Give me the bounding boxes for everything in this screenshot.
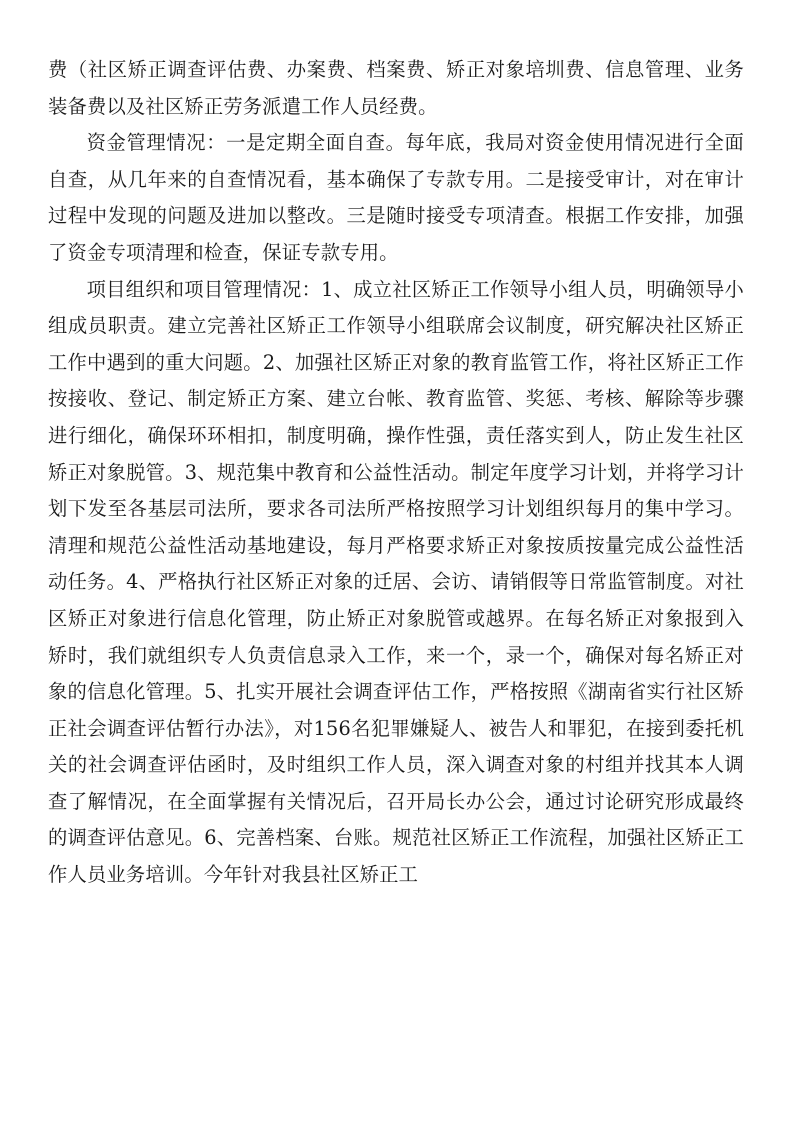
paragraph-fund-management: 资金管理情况：一是定期全面自查。每年底，我局对资金使用情况进行全面自查，从几年来的自查情况看，基本确保了专款专用。二是接受审计，对在审计过程中发现的问题及进加以整改。三是随时接受专项清查。根据工作安排，加强了资金专项清理和检查，保证专款专用。 bbox=[48, 131, 744, 264]
document-body bbox=[48, 52, 744, 894]
paragraph-project-management: 项目组织和项目管理情况：1、成立社区矫正工作领导小组人员，明确领导小组成员职责。建立完善社区矫正工作领导小组联席会议制度，研究解决社区矫正工作中遇到的重大问题。2、加强社区矫正对象的教育监管工作，将社区矫正工作按接收、登记、制定矫正方案、建立台帐、教育监管、奖惩、考核、解除等步骤进行细化，确保环环相扣，制度明确，操作性强，责任落实到人，防止发生社区矫正对象脱管。3、规范集中教育和公益性活动。制定年度学习计划，并将学习计划下发至各基层司法所，要求各司法所严格按照学习计划组织每月的集中学习。清理和规范公益性活动基地建设，每月严格要求矫正对象按质按量完成公益性活动任务。4、严格执行社区矫正对象的迁居、会访、请销假等日常监管制度。对社区矫正对象进行信息化管理，防止矫正对象脱管或越界。在每名矫正对象报到入矫时，我们就组织专人负责信息录入工作，来一个，录一个，确保对每名矫正对象的信息化管理。5、扎实开展社会调查评估工作，严格按照《湖南省实行社区矫正社会调查评估暂行办法》，对156名犯罪嫌疑人、被告人和罪犯，在接到委托机关的社会调查评估函时，及时组织工作人员，深入调查对象的村组并找其本人调查了解情况，在全面掌握有关情况后，召开局长办公会，通过讨论研究形成最终的调查评估意见。6、完善档案、台账。规范社区矫正工作流程，加强社区矫正工作人员业务培训。今年针对我县社区矫正工 bbox=[48, 277, 744, 887]
paragraph-funding-items: 费（社区矫正调查评估费、办案费、档案费、矫正对象培圳费、信息管理、业务装备费以及社区矫正劳务派遣工作人员经费。 bbox=[48, 58, 744, 118]
